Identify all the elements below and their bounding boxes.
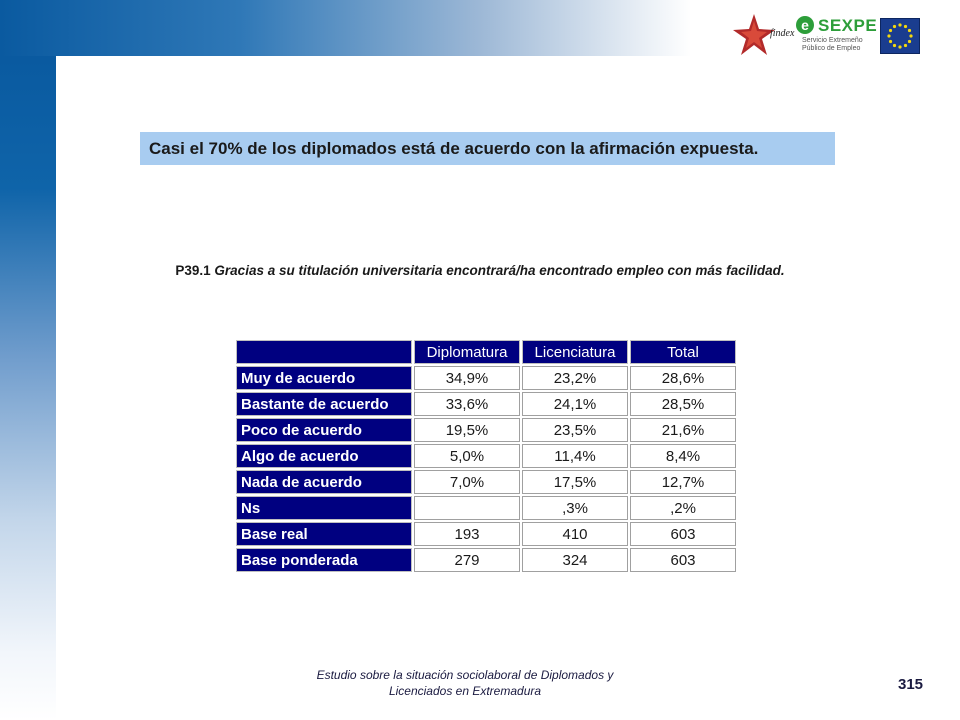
- table-row: [236, 366, 736, 390]
- table-cell: 279: [414, 548, 520, 572]
- table-corner-cell: [236, 340, 412, 364]
- left-gradient-band: [0, 56, 56, 720]
- headline-box: [140, 132, 835, 165]
- table-row: [236, 392, 736, 416]
- table-cell: 11,4%: [522, 444, 628, 468]
- table-row: [236, 444, 736, 468]
- column-header-total: Total: [630, 340, 736, 364]
- table-cell: 28,6%: [630, 366, 736, 390]
- table-cell: 34,9%: [414, 366, 520, 390]
- table-cell: 23,5%: [522, 418, 628, 442]
- table-cell: 193: [414, 522, 520, 546]
- eu-flag-icon: [880, 18, 920, 54]
- table-cell: 17,5%: [522, 470, 628, 494]
- findex-logo: [732, 12, 794, 58]
- footer-line-2: Licenciados en Extremadura: [388, 684, 542, 698]
- table-row: [236, 496, 736, 520]
- table-row: [236, 522, 736, 546]
- page-number: 315: [898, 676, 924, 693]
- table-cell: 23,2%: [522, 366, 628, 390]
- table-cell: 8,4%: [630, 444, 736, 468]
- table-cell: 7,0%: [414, 470, 520, 494]
- table-cell: 19,5%: [414, 418, 520, 442]
- table-cell: 24,1%: [522, 392, 628, 416]
- column-header-licenciatura: Licenciatura: [522, 340, 628, 364]
- headline-text: Casi el 70% de los diplomados está de acuerdo con la afirmación expuesta.: [149, 139, 759, 158]
- row-label: Algo de acuerdo: [236, 444, 412, 468]
- table-cell: ,3%: [522, 496, 628, 520]
- footer-study-title: [250, 667, 680, 699]
- sexpe-logo-subtitle: [802, 37, 882, 53]
- table-cell: 33,6%: [414, 392, 520, 416]
- table-row: [236, 548, 736, 572]
- table-cell: 603: [630, 522, 736, 546]
- table-row: [236, 470, 736, 494]
- logo-group: [728, 10, 928, 60]
- row-label: Poco de acuerdo: [236, 418, 412, 442]
- column-header-diplomatura: Diplomatura: [414, 340, 520, 364]
- table-cell: 5,0%: [414, 444, 520, 468]
- table-row: [236, 418, 736, 442]
- row-label: Muy de acuerdo: [236, 366, 412, 390]
- table-cell: 410: [522, 522, 628, 546]
- question-title: [140, 262, 820, 280]
- row-label: Base real: [236, 522, 412, 546]
- footer-line-1: Estudio sobre la situación sociolaboral de Diplomados y: [316, 668, 614, 682]
- question-text: Gracias a su titulación universitaria encontrará/ha encontrado empleo con más facilidad.: [214, 263, 785, 278]
- results-table: [234, 338, 738, 574]
- table-cell: 603: [630, 548, 736, 572]
- sexpe-subtitle-line-1: Servicio Extremeño: [802, 37, 863, 44]
- row-label: Nada de acuerdo: [236, 470, 412, 494]
- table-cell: 21,6%: [630, 418, 736, 442]
- table-cell: [414, 496, 520, 520]
- question-code: P39.1: [175, 263, 211, 278]
- table-cell: 12,7%: [630, 470, 736, 494]
- sexpe-logo: [796, 16, 876, 60]
- table-cell: 324: [522, 548, 628, 572]
- row-label: Ns: [236, 496, 412, 520]
- findex-logo-text: findex: [770, 28, 795, 39]
- sexpe-e-icon: e: [796, 16, 814, 34]
- sexpe-subtitle-line-2: Público de Empleo: [802, 45, 861, 52]
- row-label: Bastante de acuerdo: [236, 392, 412, 416]
- table-cell: 28,5%: [630, 392, 736, 416]
- row-label: Base ponderada: [236, 548, 412, 572]
- table-cell: ,2%: [630, 496, 736, 520]
- table-header-row: [236, 340, 736, 364]
- sexpe-logo-name: SEXPE: [818, 16, 878, 35]
